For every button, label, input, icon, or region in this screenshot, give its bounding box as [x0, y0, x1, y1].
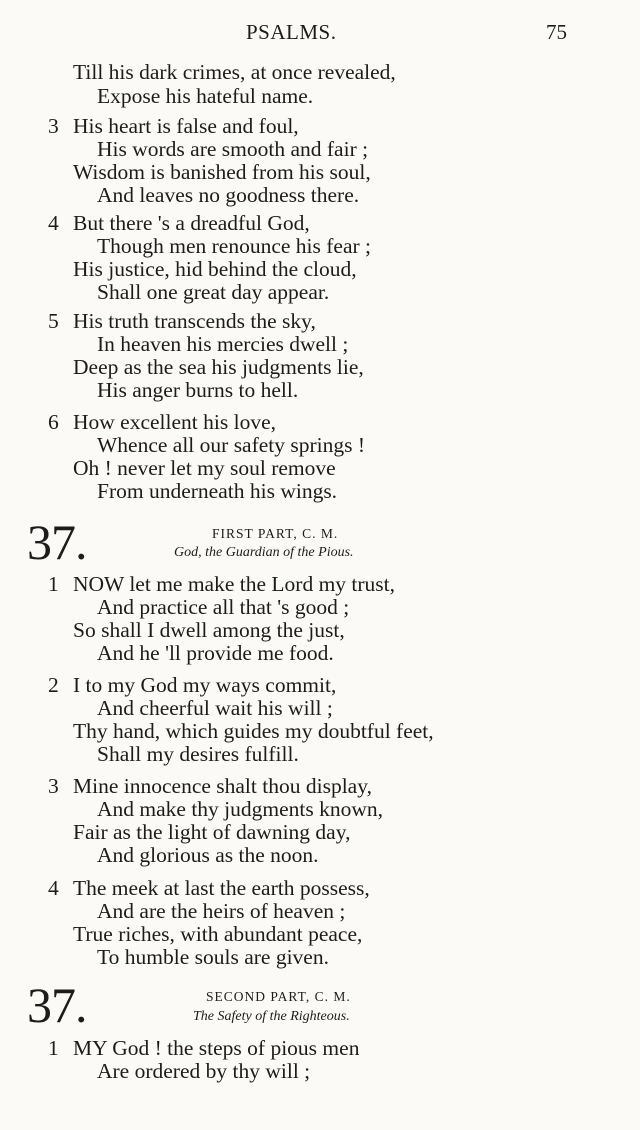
verse-number: 1: [48, 1036, 59, 1060]
verse-line: His words are smooth and fair ;: [97, 137, 369, 161]
verse-number: 4: [48, 211, 59, 235]
verse-line: And make thy judgments known,: [97, 797, 384, 821]
verse-line: Wisdom is banished from his soul,: [73, 160, 371, 184]
verse-line: Expose his hateful name.: [97, 84, 314, 108]
verse-line: And he 'll provide me food.: [97, 641, 334, 665]
verse-line: And leaves no goodness there.: [97, 183, 360, 207]
verse-line: Till his dark crimes, at once revealed,: [73, 60, 396, 84]
psalm-heading: SECOND PART, C. M.: [206, 989, 351, 1004]
verse-line: Mine innocence shalt thou display,: [73, 774, 372, 798]
psalm-subtitle: God, the Guardian of the Pious.: [174, 545, 354, 560]
verse-number: 4: [48, 876, 59, 900]
verse-line: So shall I dwell among the just,: [73, 618, 345, 642]
verse-line: Shall my desires fulfill.: [97, 742, 299, 766]
verse-line: Fair as the light of dawning day,: [73, 820, 351, 844]
verse-line: And glorious as the noon.: [97, 843, 319, 867]
verse-line: Shall one great day appear.: [97, 280, 330, 304]
verse-line: How excellent his love,: [73, 410, 277, 434]
verse-line: Are ordered by thy will ;: [97, 1059, 311, 1083]
verse-line: MY God ! the steps of pious men: [73, 1036, 360, 1060]
verse-line: And practice all that 's good ;: [97, 595, 350, 619]
verse-line: To humble souls are given.: [97, 945, 329, 969]
verse-line: His truth transcends the sky,: [73, 309, 316, 333]
psalm-number: 37.: [27, 977, 87, 1033]
verse-line: True riches, with abundant peace,: [73, 922, 363, 946]
verse-line: Thy hand, which guides my doubtful feet,: [73, 719, 434, 743]
verse-line: Though men renounce his fear ;: [97, 234, 372, 258]
verse-line: His heart is false and foul,: [73, 114, 299, 138]
verse-line: I to my God my ways commit,: [73, 673, 337, 697]
verse-line: And cheerful wait his will ;: [97, 696, 333, 720]
verse-line: His justice, hid behind the cloud,: [73, 257, 357, 281]
verse-line: The meek at last the earth possess,: [73, 876, 370, 900]
page-header: [0, 20, 640, 48]
verse-line: In heaven his mercies dwell ;: [97, 332, 349, 356]
verse-line: NOW let me make the Lord my trust,: [73, 572, 396, 596]
verse-number: 5: [48, 309, 59, 333]
verse-number: 3: [48, 774, 59, 798]
verse-line: Whence all our safety springs !: [97, 433, 366, 457]
verse-line: Deep as the sea his judgments lie,: [73, 355, 364, 379]
psalm-heading: FIRST PART, C. M.: [212, 526, 339, 541]
verse-number: 1: [48, 572, 59, 596]
verse-line: And are the heirs of heaven ;: [97, 899, 346, 923]
verse-number: 2: [48, 673, 59, 697]
verse-line: From underneath his wings.: [97, 479, 338, 503]
psalm-number: 37.: [27, 514, 87, 570]
verse-line: Oh ! never let my soul remove: [73, 456, 336, 480]
page-number: 75: [546, 20, 567, 44]
verse-number: 3: [48, 114, 59, 138]
verse-line: But there 's a dreadful God,: [73, 211, 310, 235]
running-title: PSALMS.: [246, 20, 337, 44]
verse-line: His anger burns to hell.: [97, 378, 299, 402]
verse-number: 6: [48, 410, 59, 434]
psalm-subtitle: The Safety of the Righteous.: [193, 1009, 350, 1024]
